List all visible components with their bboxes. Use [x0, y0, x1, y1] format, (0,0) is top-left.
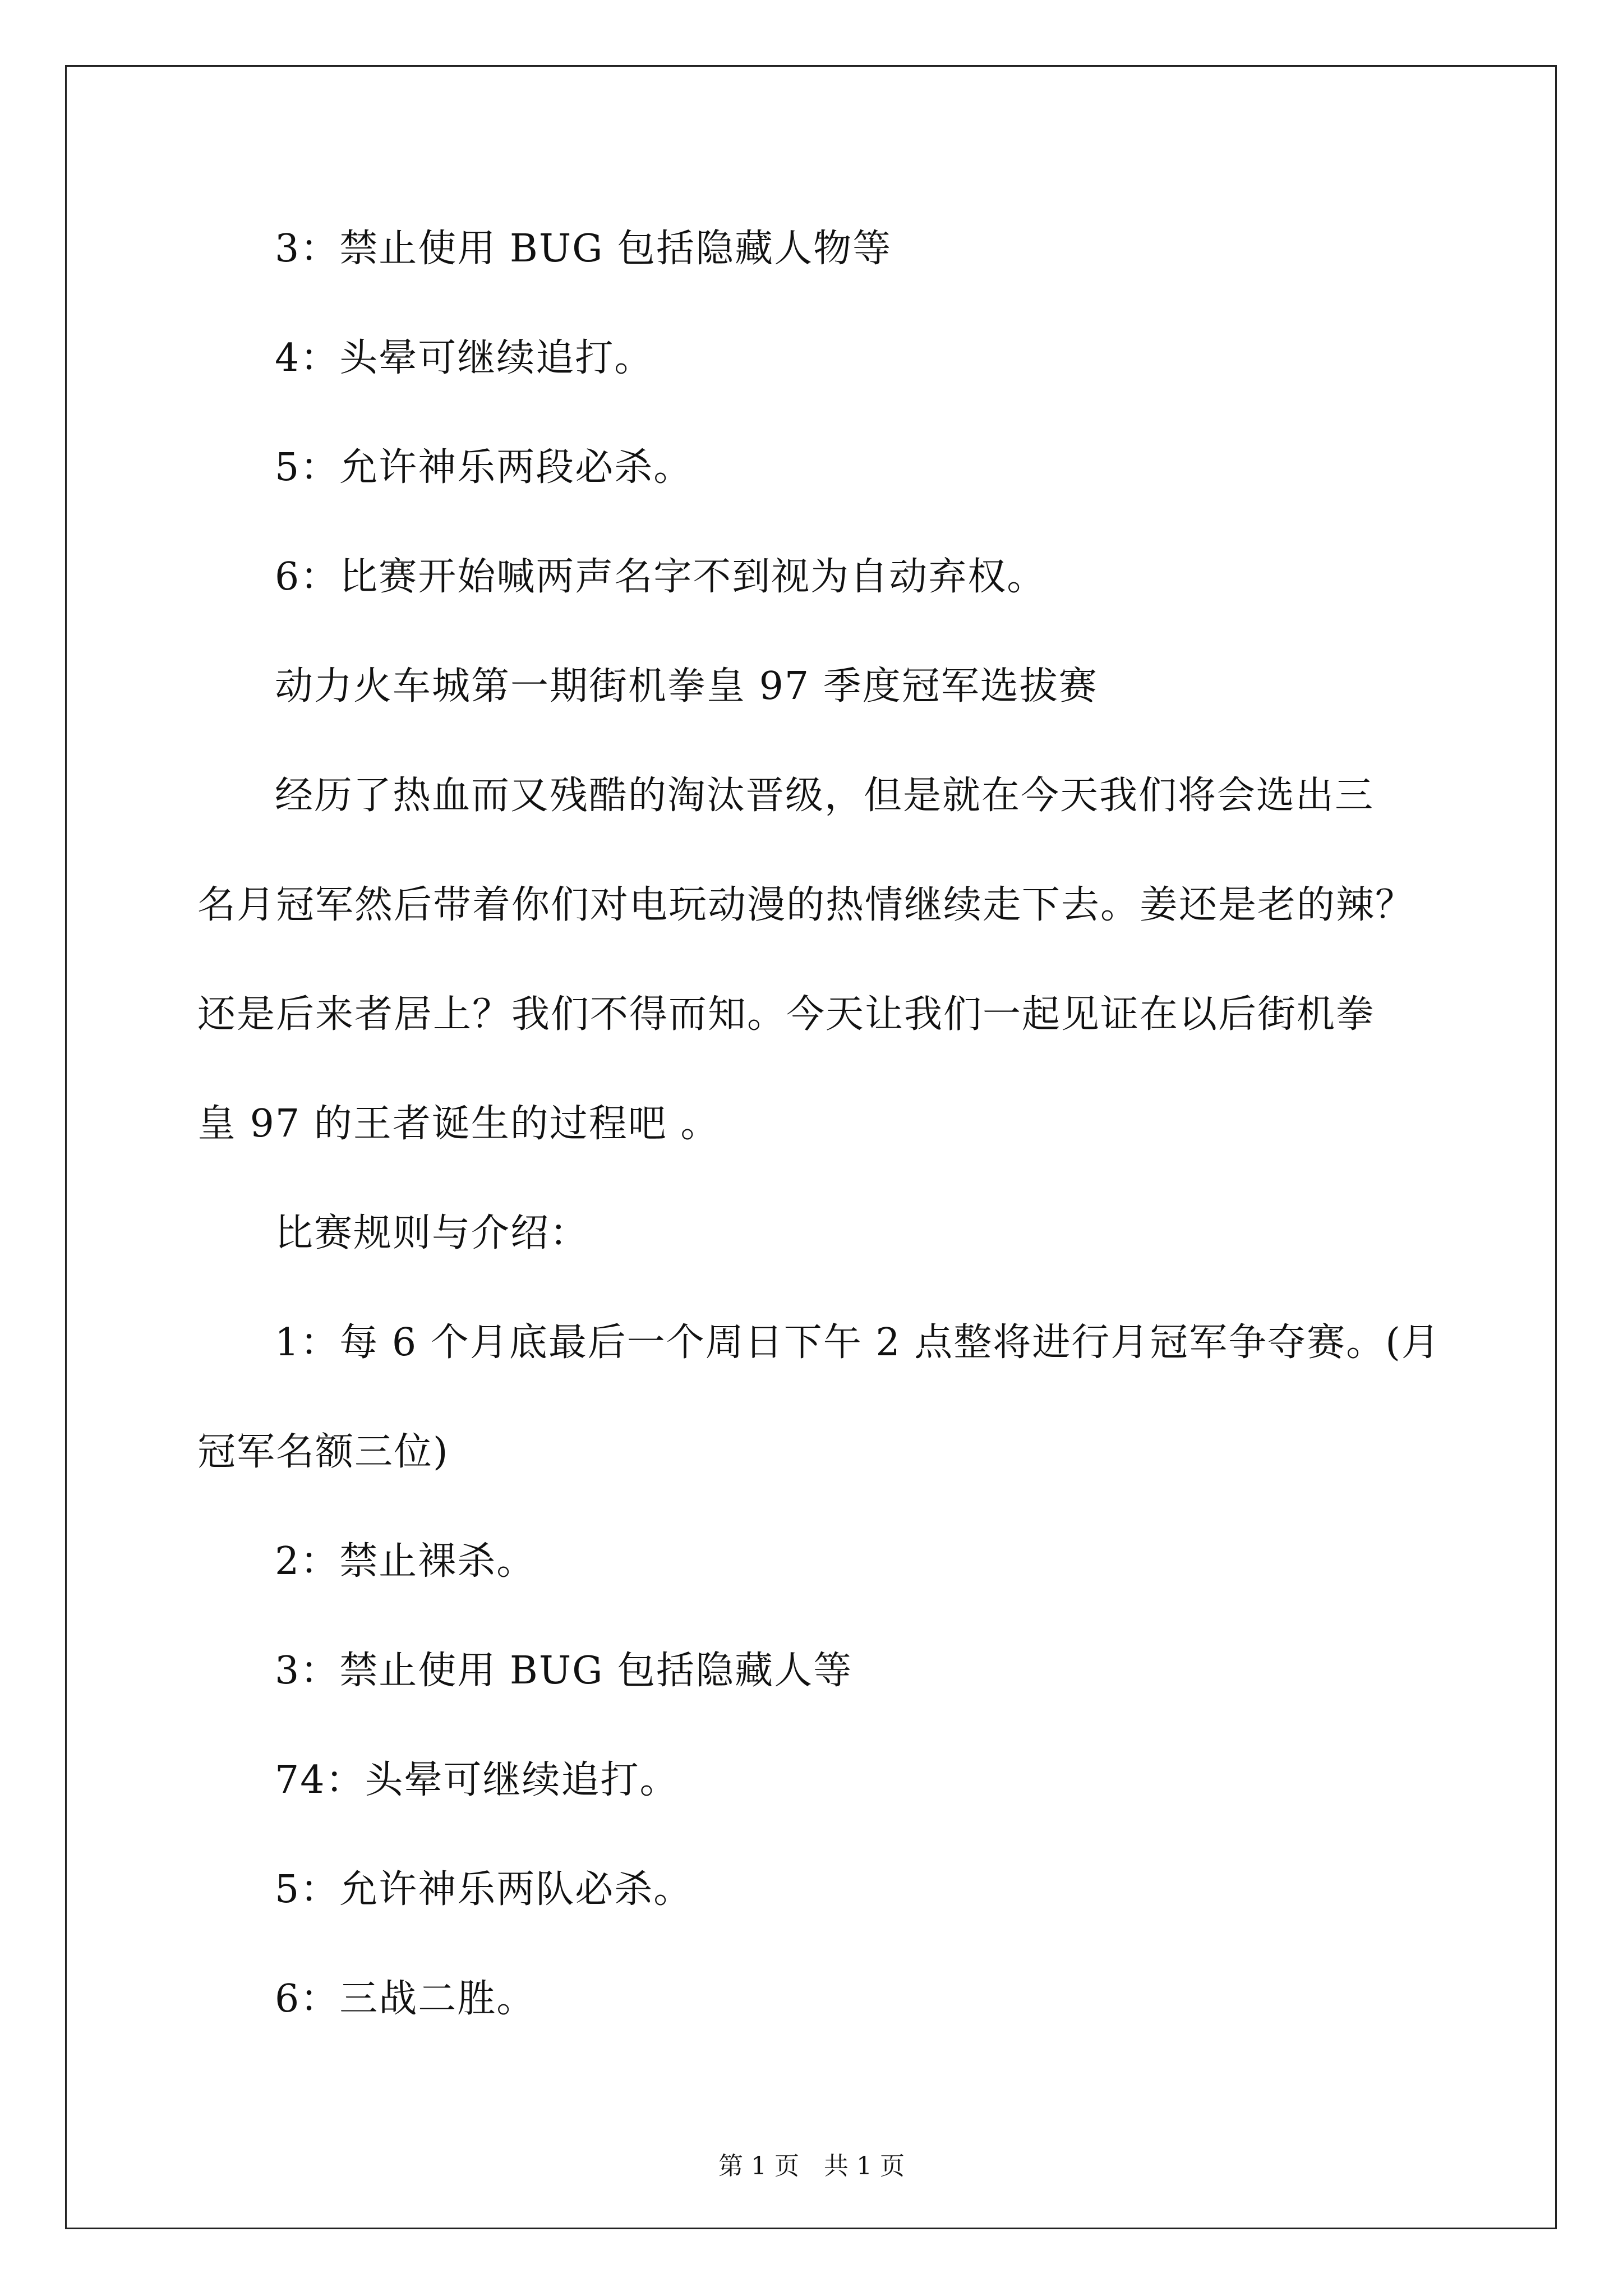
rule-74: 74：头晕可继续追打。: [275, 1758, 679, 1802]
rule-1-line-1: 1：每 6 个月底最后一个周日下午 2 点整将进行月冠军争夺赛。(月: [275, 1320, 1441, 1365]
rule-5: 5：允许神乐两队必杀。: [275, 1867, 693, 1912]
rule-line-6: 6：比赛开始喊两声名字不到视为自动弃权。: [275, 555, 1046, 599]
intro-paragraph-line-2: 名月冠军然后带着你们对电玩动漫的热情继续走下去。姜还是老的辣？: [197, 883, 1415, 927]
intro-paragraph-line-4: 皇 97 的王者诞生的过程吧 。: [197, 1102, 720, 1146]
intro-paragraph-line-1: 经历了热血而又残酷的淘汰晋级，但是就在今天我们将会选出三: [275, 774, 1375, 818]
rule-1-line-2: 冠军名额三位): [197, 1430, 449, 1474]
rules-heading: 比赛规则与介绍：: [275, 1211, 589, 1255]
rule-line-3: 3：禁止使用 BUG 包括隐藏人物等: [275, 227, 892, 271]
rule-3: 3：禁止使用 BUG 包括隐藏人等: [275, 1649, 853, 1693]
page-footer: 第 1 页 共 1 页: [718, 2152, 905, 2180]
section-heading: 动力火车城第一期街机拳皇 97 季度冠军选拔赛: [275, 664, 1098, 708]
rule-6: 6：三战二胜。: [275, 1977, 536, 2021]
rule-line-5: 5：允许神乐两段必杀。: [275, 445, 693, 490]
intro-paragraph-line-3: 还是后来者居上？我们不得而知。今天让我们一起见证在以后街机拳: [197, 992, 1376, 1037]
rule-2: 2：禁止裸杀。: [275, 1539, 536, 1584]
rule-line-4: 4：头晕可继续追打。: [275, 336, 654, 380]
